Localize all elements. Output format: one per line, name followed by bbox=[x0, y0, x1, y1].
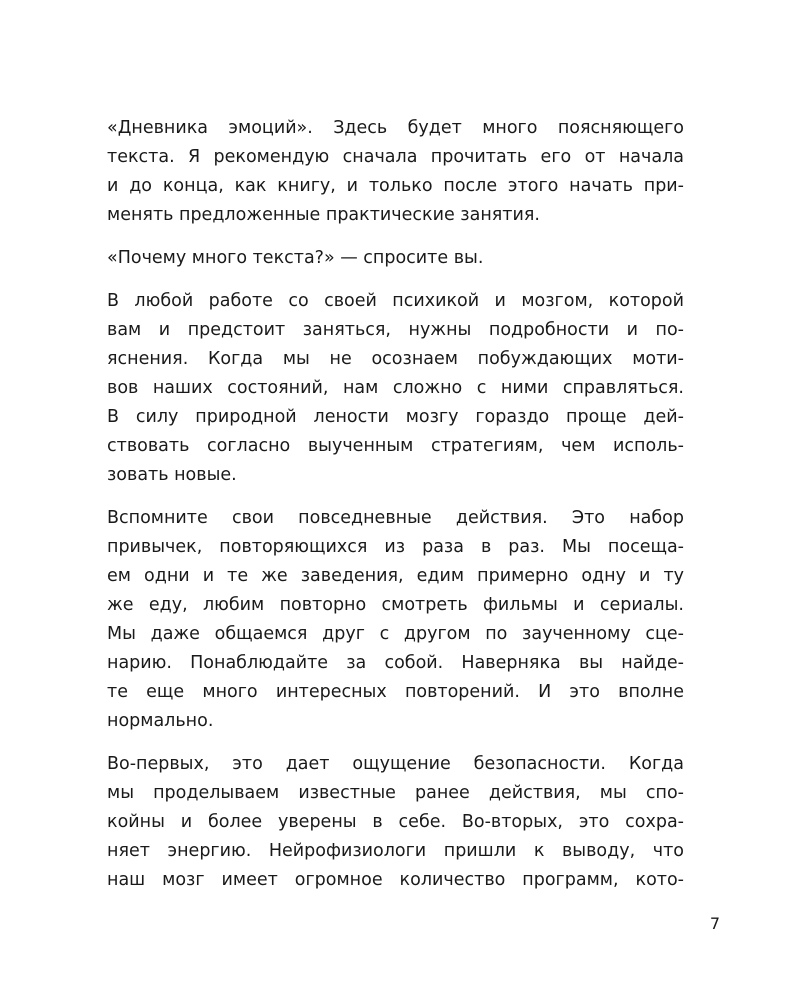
text-line: Вспомните свои повседневные действия. Это набор bbox=[107, 508, 684, 528]
paragraph-4 bbox=[107, 504, 684, 736]
text-line: вов наших состояний, нам сложно с ними справляться. bbox=[107, 378, 684, 398]
text-line: наш мозг имеет огромное количество программ, кото- bbox=[107, 870, 684, 890]
text-line: мы проделываем известные ранее действия, мы спо- bbox=[107, 783, 684, 803]
text-line: Мы даже общаемся друг с другом по заученному сце- bbox=[107, 624, 684, 644]
page-body bbox=[107, 114, 684, 909]
text-line: ствовать согласно выученным стратегиям, чем исполь- bbox=[107, 436, 684, 456]
page-number: 7 bbox=[709, 914, 721, 933]
paragraph-2 bbox=[107, 244, 684, 273]
text-line: няет энергию. Нейрофизиологи пришли к выводу, что bbox=[107, 841, 684, 861]
text-line: Во-первых, это дает ощущение безопасности. Когда bbox=[107, 754, 684, 774]
text-line: нарию. Понаблюдайте за собой. Наверняка вы найде- bbox=[107, 653, 684, 673]
paragraph-5 bbox=[107, 750, 684, 895]
text-line: яснения. Когда мы не осознаем побуждающих моти- bbox=[107, 349, 684, 369]
paragraph-3 bbox=[107, 287, 684, 490]
text-line: привычек, повторяющихся из раза в раз. Мы посеща- bbox=[107, 537, 684, 557]
text-line: те еще много интересных повторений. И это вполне bbox=[107, 682, 684, 702]
text-line: зовать новые. bbox=[107, 465, 237, 485]
text-line: В любой работе со своей психикой и мозгом, которой bbox=[107, 291, 684, 311]
text-line: нормально. bbox=[107, 711, 214, 731]
text-line: «Почему много текста?» — спросите вы. bbox=[107, 248, 484, 268]
text-line: текста. Я рекомендую сначала прочитать его от начала bbox=[107, 147, 684, 167]
text-line: и до конца, как книгу, и только после этого начать при- bbox=[107, 176, 684, 196]
paragraph-1 bbox=[107, 114, 684, 230]
text-line: койны и более уверены в себе. Во-вторых, это сохра- bbox=[107, 812, 684, 832]
text-line: менять предложенные практические занятия. bbox=[107, 205, 540, 225]
text-line: вам и предстоит заняться, нужны подробности и по- bbox=[107, 320, 684, 340]
text-line: «Дневника эмоций». Здесь будет много поясняющего bbox=[107, 118, 684, 138]
text-line: же еду, любим повторно смотреть фильмы и сериалы. bbox=[107, 595, 684, 615]
text-line: ем одни и те же заведения, едим примерно одну и ту bbox=[107, 566, 684, 586]
text-line: В силу природной лености мозгу гораздо проще дей- bbox=[107, 407, 684, 427]
